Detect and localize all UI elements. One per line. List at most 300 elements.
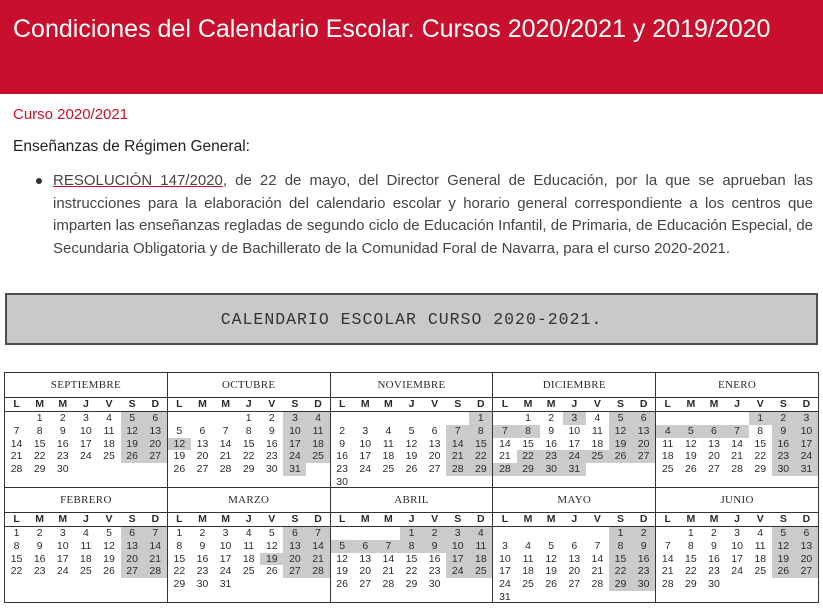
- weekday-header: [656, 513, 818, 527]
- holiday-day: 7: [144, 527, 167, 540]
- weekday-label: V: [431, 398, 439, 410]
- empty-day: [5, 412, 28, 425]
- school-day: 7: [222, 424, 229, 437]
- holiday-day: 16: [632, 553, 655, 566]
- school-day: 22: [33, 450, 46, 463]
- holiday-day: 12: [772, 540, 795, 553]
- school-day: 5: [268, 527, 275, 539]
- school-day: 10: [80, 424, 92, 437]
- empty-day: [214, 412, 237, 425]
- school-day: 25: [242, 565, 255, 578]
- weekday-label: D: [151, 513, 160, 525]
- weekday-label: M: [35, 513, 45, 525]
- school-day: 1: [176, 527, 183, 539]
- weekday-label: S: [128, 398, 136, 410]
- holiday-day: 6: [121, 527, 144, 540]
- empty-day: [446, 412, 469, 425]
- month-mayo: [493, 488, 656, 603]
- school-day: 22: [173, 565, 186, 578]
- weekday-header: [493, 513, 655, 527]
- month-name: NOVIEMBRE: [331, 373, 493, 398]
- holiday-day: 19: [260, 553, 283, 566]
- school-day: 10: [359, 437, 372, 450]
- weekday-label: J: [734, 513, 740, 525]
- school-day: 30: [56, 463, 69, 476]
- school-day: 1: [36, 412, 43, 424]
- holiday-day: 6: [144, 412, 167, 425]
- holiday-day: 22: [609, 565, 632, 578]
- school-day: 11: [103, 424, 115, 437]
- school-day: 25: [103, 450, 115, 463]
- holiday-day: 13: [283, 540, 306, 553]
- course-link[interactable]: Curso 2020/2021: [13, 106, 129, 123]
- days-grid: [656, 527, 818, 591]
- school-day: 13: [428, 437, 441, 450]
- holiday-day: 8: [609, 540, 632, 553]
- empty-day: [377, 412, 400, 425]
- school-day: 29: [754, 463, 767, 476]
- empty-day: [586, 527, 609, 540]
- school-day: 9: [268, 424, 275, 437]
- weekday-label: J: [408, 398, 415, 410]
- school-day: 8: [245, 424, 252, 437]
- holiday-day: 12: [121, 425, 144, 438]
- month-enero: [656, 373, 819, 488]
- page-title: Condiciones del Calendario Escolar. Cursos 2020/2021 y 2019/2020: [13, 15, 771, 43]
- holiday-day: 9: [632, 540, 655, 553]
- school-day: 12: [685, 437, 697, 450]
- weekday-label: M: [360, 513, 370, 525]
- holiday-day: 12: [609, 425, 632, 438]
- school-day: 29: [685, 578, 697, 591]
- weekday-label: S: [454, 513, 462, 525]
- school-day: 9: [36, 539, 43, 552]
- school-day: 14: [219, 437, 232, 450]
- school-day: 13: [196, 437, 209, 450]
- month-noviembre: [331, 373, 494, 488]
- month-name: OCTUBRE: [168, 373, 330, 398]
- school-day: 5: [408, 424, 415, 437]
- school-day: 16: [545, 437, 557, 450]
- holiday-day: 8: [517, 425, 540, 438]
- days-grid: [656, 412, 818, 476]
- weekday-label: M: [198, 513, 207, 525]
- weekday-label: D: [314, 513, 322, 525]
- school-day: 18: [242, 552, 255, 565]
- holiday-day: 20: [795, 553, 818, 566]
- empty-day: [493, 412, 516, 425]
- days-grid: [168, 527, 330, 591]
- weekday-label: J: [245, 513, 252, 525]
- weekday-label: D: [639, 513, 648, 525]
- holiday-day: 13: [795, 540, 818, 553]
- holiday-day: 28: [493, 463, 516, 476]
- school-day: 29: [242, 463, 255, 476]
- weekday-label: M: [686, 398, 696, 410]
- school-day: 30: [196, 578, 209, 591]
- weekday-label: M: [198, 398, 207, 410]
- holiday-day: 30: [540, 463, 563, 476]
- weekday-label: L: [501, 513, 509, 525]
- weekday-label: J: [408, 513, 415, 525]
- school-day: 25: [754, 565, 767, 578]
- weekday-label: J: [571, 513, 578, 525]
- school-day: 26: [173, 463, 186, 476]
- school-day: 22: [685, 565, 697, 578]
- school-day: 27: [568, 578, 581, 591]
- school-day: 1: [687, 527, 694, 539]
- holiday-day: 28: [306, 565, 329, 578]
- school-day: 6: [571, 539, 578, 552]
- weekday-label: V: [268, 513, 276, 525]
- school-day: 15: [522, 437, 534, 450]
- weekday-label: D: [639, 398, 648, 410]
- month-name: MARZO: [168, 488, 330, 513]
- school-day: 19: [685, 450, 697, 463]
- school-day: 14: [499, 437, 511, 450]
- weekday-header: [5, 513, 167, 527]
- weekday-label: M: [58, 513, 68, 525]
- school-day: 30: [708, 578, 720, 591]
- holiday-day: 8: [469, 425, 492, 438]
- school-day: 24: [731, 565, 743, 578]
- holiday-day: 25: [306, 450, 329, 463]
- holiday-day: 11: [469, 540, 492, 553]
- holiday-day: 23: [540, 450, 563, 463]
- resolution-link[interactable]: RESOLUCIÓN 147/2020: [53, 172, 223, 189]
- school-day: 24: [56, 565, 69, 578]
- school-day: 8: [13, 539, 20, 552]
- holiday-day: 18: [469, 553, 492, 566]
- holiday-day: 13: [632, 425, 655, 438]
- school-day: 25: [522, 578, 534, 591]
- holiday-day: 30: [772, 463, 795, 476]
- weekday-label: L: [338, 513, 346, 525]
- school-day: 14: [731, 437, 743, 450]
- school-day: 17: [731, 552, 743, 565]
- school-day: 10: [731, 539, 743, 552]
- holiday-day: 26: [609, 450, 632, 463]
- weekday-label: S: [454, 398, 462, 410]
- school-day: 2: [36, 527, 43, 539]
- school-day: 18: [103, 437, 115, 450]
- holiday-day: 24: [446, 565, 469, 578]
- school-day: 9: [339, 437, 346, 450]
- school-day: 7: [594, 539, 601, 552]
- empty-day: [354, 527, 377, 540]
- holiday-day: 10: [283, 425, 306, 438]
- school-day: 13: [359, 552, 372, 565]
- school-day: 4: [757, 527, 764, 539]
- weekday-label: V: [431, 513, 439, 525]
- weekday-label: M: [709, 398, 719, 410]
- holiday-day: 13: [144, 425, 167, 438]
- school-day: 2: [339, 424, 346, 437]
- empty-day: [493, 527, 516, 540]
- school-day: 17: [568, 437, 581, 450]
- weekday-label: S: [779, 513, 787, 525]
- school-day: 24: [80, 450, 92, 463]
- school-day: 15: [405, 552, 418, 565]
- month-septiembre: [5, 373, 168, 488]
- school-day: 6: [199, 424, 206, 437]
- school-day: 16: [708, 552, 720, 565]
- weekday-label: S: [617, 398, 625, 410]
- school-day: 17: [56, 552, 69, 565]
- school-day: 15: [173, 552, 186, 565]
- school-day: 10: [499, 552, 511, 565]
- holiday-day: 1: [469, 412, 492, 425]
- weekday-label: M: [709, 513, 719, 525]
- school-day: 25: [80, 565, 92, 578]
- holiday-day: 4: [656, 425, 679, 438]
- weekday-label: V: [105, 513, 113, 525]
- school-day: 23: [196, 565, 209, 578]
- holiday-day: 6: [283, 527, 306, 540]
- weekday-label: V: [268, 398, 276, 410]
- school-day: 11: [591, 424, 603, 437]
- school-day: 29: [405, 578, 418, 591]
- weekday-label: J: [245, 398, 252, 410]
- month-name: ABRIL: [331, 488, 493, 513]
- weekday-label: V: [105, 398, 113, 410]
- holiday-day: 5: [121, 412, 144, 425]
- holiday-day: 17: [446, 553, 469, 566]
- school-day: 20: [428, 450, 441, 463]
- days-grid: [5, 527, 167, 578]
- holiday-day: 6: [354, 540, 377, 553]
- school-day: 9: [711, 539, 717, 552]
- holiday-day: 3: [446, 527, 469, 540]
- school-day: 13: [708, 437, 720, 450]
- weekday-label: M: [686, 513, 696, 525]
- empty-day: [517, 527, 540, 540]
- school-day: 4: [245, 527, 252, 539]
- school-day: 16: [33, 552, 46, 565]
- school-day: 21: [731, 450, 743, 463]
- holiday-day: 12: [168, 438, 191, 451]
- school-day: 31: [219, 578, 232, 591]
- school-day: 8: [757, 424, 764, 437]
- holiday-day: 2: [423, 527, 446, 540]
- school-day: 10: [568, 424, 581, 437]
- school-day: 28: [731, 463, 743, 476]
- school-day: 6: [431, 424, 438, 437]
- school-day: 2: [548, 412, 555, 424]
- school-day: 8: [687, 539, 694, 552]
- school-day: 21: [219, 450, 232, 463]
- empty-day: [423, 412, 446, 425]
- school-day: 24: [499, 578, 511, 591]
- weekday-label: L: [176, 398, 183, 410]
- weekday-label: M: [35, 398, 45, 410]
- holiday-day: 2: [772, 412, 795, 425]
- school-day: 16: [428, 552, 441, 565]
- school-day: 18: [80, 552, 92, 565]
- holiday-day: 7: [306, 527, 329, 540]
- holiday-day: 17: [283, 438, 306, 451]
- school-day: 23: [56, 450, 69, 463]
- empty-day: [702, 412, 725, 425]
- holiday-day: 15: [469, 438, 492, 451]
- month-octubre: [168, 373, 331, 488]
- holiday-day: 8: [400, 540, 423, 553]
- weekday-label: L: [13, 513, 20, 525]
- holiday-day: 3: [563, 412, 586, 425]
- school-day: 9: [548, 424, 555, 437]
- school-day: 22: [242, 450, 255, 463]
- holiday-day: 14: [144, 540, 167, 553]
- school-day: 14: [661, 552, 674, 565]
- school-day: 15: [33, 437, 46, 450]
- school-day: 21: [591, 565, 604, 578]
- holiday-day: 24: [283, 450, 306, 463]
- school-day: 26: [336, 578, 348, 591]
- school-day: 27: [196, 463, 209, 476]
- weekday-label: J: [571, 398, 578, 410]
- school-day: 11: [80, 539, 92, 552]
- holiday-day: 28: [446, 463, 469, 476]
- school-day: 26: [685, 463, 697, 476]
- school-day: 10: [219, 539, 232, 552]
- school-day: 3: [502, 539, 508, 552]
- school-day: 2: [199, 527, 206, 539]
- school-day: 12: [103, 539, 115, 552]
- school-day: 19: [103, 552, 115, 565]
- empty-day: [331, 527, 354, 540]
- empty-day: [656, 527, 679, 540]
- holiday-day: 20: [121, 553, 144, 566]
- school-day: 30: [336, 475, 348, 488]
- school-day: 9: [59, 424, 66, 437]
- weekday-label: V: [756, 398, 764, 410]
- school-day: 2: [711, 527, 717, 539]
- holiday-day: 14: [446, 438, 469, 451]
- empty-day: [168, 412, 191, 425]
- school-day: 3: [82, 412, 89, 424]
- holiday-day: 4: [469, 527, 492, 540]
- weekday-header: [168, 513, 330, 527]
- holiday-day: 1: [749, 412, 772, 425]
- weekday-header: [331, 398, 493, 412]
- holiday-day: 28: [144, 565, 167, 578]
- month-name: FEBRERO: [5, 488, 167, 513]
- holiday-day: 22: [517, 450, 540, 463]
- holiday-day: 21: [144, 553, 167, 566]
- school-day: 25: [382, 463, 395, 476]
- holiday-day: 1: [400, 527, 423, 540]
- weekday-label: M: [221, 398, 230, 410]
- school-day: 19: [336, 565, 348, 578]
- school-day: 4: [525, 539, 531, 552]
- school-day: 27: [359, 578, 372, 591]
- school-day: 11: [522, 552, 534, 565]
- school-day: 4: [385, 424, 392, 437]
- holiday-day: 2: [632, 527, 655, 540]
- school-day: 3: [59, 527, 66, 539]
- school-day: 17: [499, 565, 511, 578]
- holiday-day: 27: [632, 450, 655, 463]
- holiday-day: 9: [772, 425, 795, 438]
- school-day: 29: [173, 578, 186, 591]
- calendar-banner: CALENDARIO ESCOLAR CURSO 2020-2021.: [5, 293, 818, 345]
- school-day: 1: [245, 412, 252, 424]
- school-day: 16: [56, 437, 69, 450]
- empty-day: [656, 412, 679, 425]
- holiday-day: 29: [609, 578, 632, 591]
- holiday-day: 23: [632, 565, 655, 578]
- weekday-label: M: [221, 513, 230, 525]
- school-day: 25: [661, 463, 674, 476]
- weekday-label: M: [546, 398, 556, 410]
- school-day: 7: [13, 424, 20, 437]
- school-day: 23: [336, 463, 348, 476]
- weekday-label: M: [523, 513, 533, 525]
- holiday-day: 27: [795, 565, 818, 578]
- school-day: 30: [265, 463, 278, 476]
- school-day: 3: [734, 527, 740, 539]
- weekday-label: D: [802, 513, 811, 525]
- school-day: 26: [265, 565, 278, 578]
- month-diciembre: [493, 373, 656, 488]
- holiday-day: 9: [423, 540, 446, 553]
- school-day: 21: [499, 450, 511, 463]
- month-marzo: [168, 488, 331, 603]
- holiday-day: 19: [121, 438, 144, 451]
- bullet-icon: [36, 178, 42, 184]
- days-grid: [331, 412, 493, 489]
- empty-day: [400, 412, 423, 425]
- holiday-day: 6: [702, 425, 725, 438]
- holiday-day: 27: [144, 450, 167, 463]
- weekday-header: [656, 398, 818, 412]
- holiday-day: 14: [306, 540, 329, 553]
- holiday-day: 19: [772, 553, 795, 566]
- school-day: 17: [359, 450, 372, 463]
- weekday-label: L: [501, 398, 509, 410]
- school-day: 14: [382, 552, 395, 565]
- school-day: 28: [382, 578, 395, 591]
- weekday-label: L: [664, 513, 671, 525]
- holiday-day: 1: [609, 527, 632, 540]
- holiday-day: 25: [469, 565, 492, 578]
- page-header: [0, 0, 823, 94]
- school-day: 5: [548, 539, 555, 552]
- weekday-label: M: [546, 513, 556, 525]
- holiday-day: 26: [772, 565, 795, 578]
- holiday-day: 31: [563, 463, 586, 476]
- empty-day: [354, 412, 377, 425]
- weekday-label: D: [477, 398, 485, 410]
- school-day: 28: [219, 463, 232, 476]
- empty-day: [191, 412, 214, 425]
- school-day: 7: [664, 539, 671, 552]
- empty-day: [331, 412, 354, 425]
- school-day: 15: [685, 552, 697, 565]
- holiday-day: 13: [121, 540, 144, 553]
- school-day: 8: [176, 539, 183, 552]
- school-day: 18: [661, 450, 674, 463]
- school-day: 23: [428, 565, 441, 578]
- holiday-day: 17: [795, 438, 818, 451]
- weekday-label: L: [338, 398, 346, 410]
- school-day: 9: [199, 539, 206, 552]
- school-day: 12: [545, 552, 557, 565]
- weekday-label: S: [291, 513, 299, 525]
- holiday-day: 31: [795, 463, 818, 476]
- holiday-day: 27: [283, 565, 306, 578]
- school-day: 19: [173, 450, 186, 463]
